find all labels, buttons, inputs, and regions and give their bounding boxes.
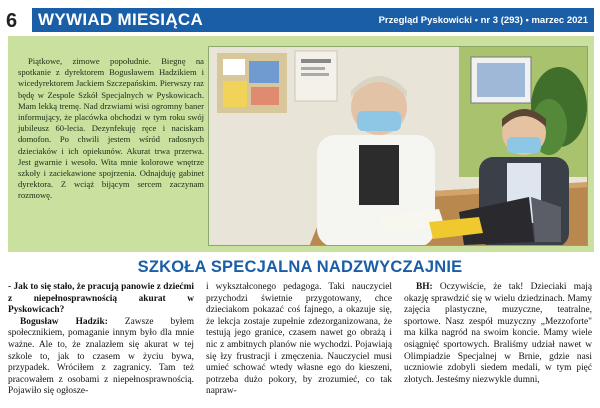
interview-answer (404, 282, 592, 386)
answer-text: Oczywiście, że tak! Dzieciaki mają okazję sprawdzić się w wielu dziedzinach. Mamy zajęcia plastyczne, muzyczne, teatralne, sportowe. Nasz zespół muzyczny „Mezzoforte" ma kilka nagród na swoim koncie. Mamy wiele osiągnięć sportowych. Braliśmy udział nawet w Olimpiadzie Specjalnej w Brnie, gdzie nasi uczniowie zdobyli siedem medali, w tym pięć złotych. Jesteśmy niezwykle dumni, (404, 282, 592, 385)
article-column-2 (206, 282, 392, 398)
section-header-bar (32, 8, 594, 32)
feature-box (8, 36, 594, 252)
speaker-label: Bogusław Hadzik: (20, 316, 108, 327)
page-number: 6 (6, 10, 18, 32)
section-title: WYWIAD MIESIĄCA (38, 10, 204, 29)
intro-text: Piątkowe, zimowe popołudnie. Biegnę na spotkanie z dyrektorem Bogusławem Hadzikiem i wicedyrektorem Jackiem Szczepańskim. Pierwszy raz będę w Zespole Szkół Specjalnych w Pyskowicach. Mam lekką tremę. Nad drzwiami wisi ogromny baner informujący, że placówka obchodzi w tym roku swój jubileusz 60-lecia. Dezynfekuję ręce i naciskam domofon. Po chwili jestem wśród radosnych dzieciaków i ich opiekunów. Akurat trwa przerwa. Jest gwarnie i wesoło. Wita mnie kolorowe wnętrze szkoły i zaciekawione spojrzenia. Odnajduję gabinet dyrektora. Z wciąż bijącym sercem zaczynam rozmowę. (18, 56, 204, 201)
interview-question: - Jak to się stało, że pracują panowie z dziećmi z niepełnosprawnością akurat w Pyskowicach? (8, 282, 194, 316)
article-column-1 (8, 282, 194, 398)
interview-photo (208, 46, 588, 246)
article-headline: SZKOŁA SPECJALNA NADZWYCZAJNIE (137, 258, 463, 276)
issue-info: Przegląd Pyskowicki • nr 3 (293) • marzec 2021 (378, 14, 588, 26)
article-column-3 (404, 282, 592, 386)
answer-text: Zawsze byłem społecznikiem, pomaganie innym było dla mnie ważne. Ale to, że znalazłem się akurat w tej szkole to, jak to czasem w życiu bywa, przypadek. Wróciłem z zagranicy. Tam też pracowałem z osobami z niepełnosprawnością. Pojawiło się ogłosze- (8, 316, 194, 397)
column-text: i wykształconego pedagoga. Taki nauczyciel przychodzi świetnie przygotowany, chce dzieciakom pokazać coś fajnego, a okazuje się, że lekcja zostaje zupełnie zdezorganizowana, że testują jego granice, czasem nawet go obrażą i nic z ambitnych planów nie wychodzi. Pojawiają się łzy frustracji i zmęczenia. Nauczyciel musi umieć schować wtedy własne ego do kieszeni, potrzeba dużo pokory, by zrozumieć, co tak napraw- (206, 282, 392, 397)
interview-answer (8, 317, 194, 398)
speaker-label: BH: (416, 282, 433, 292)
